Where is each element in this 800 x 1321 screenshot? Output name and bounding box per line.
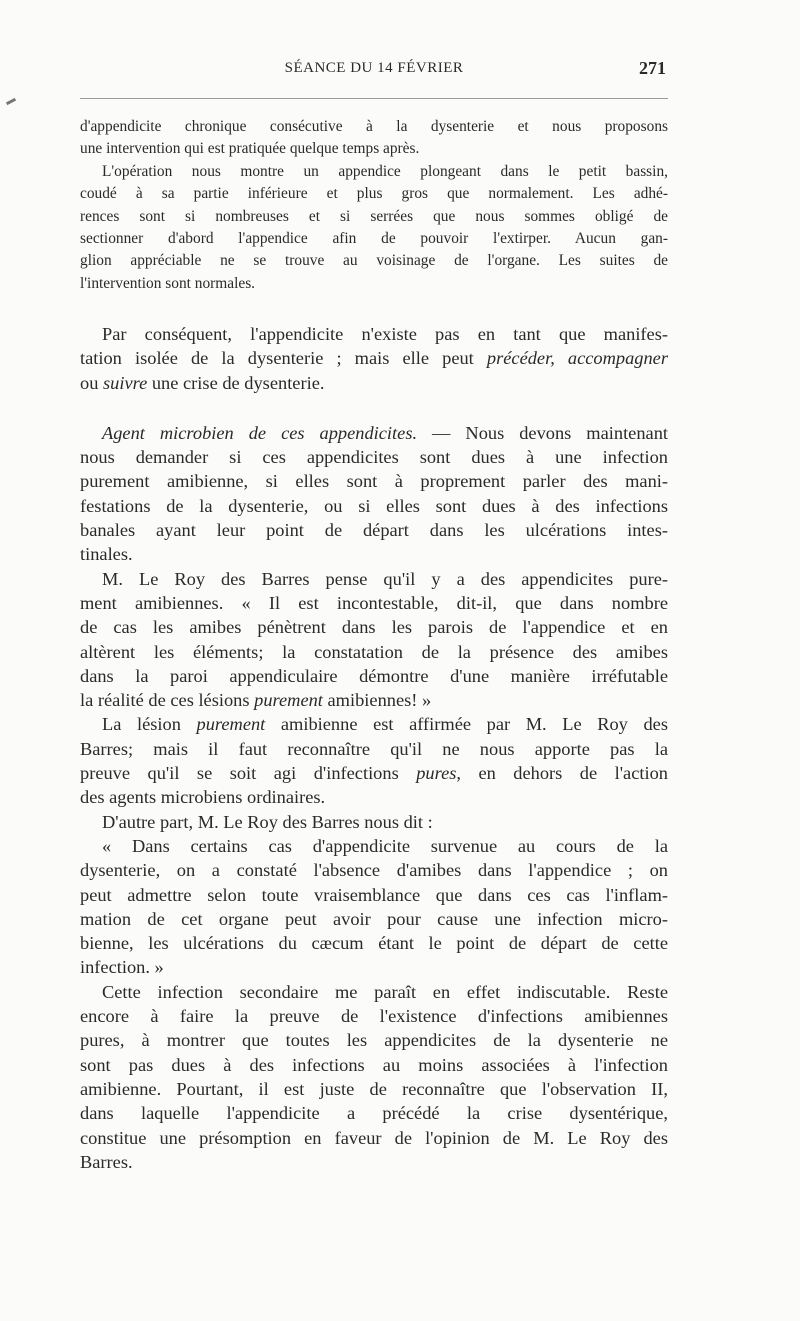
text-line bbox=[80, 931, 668, 955]
paragraph-gap bbox=[80, 395, 668, 421]
text-run: ment amibiennes. « Il est incontestable, dit-il, que dans nombre bbox=[80, 592, 668, 613]
italic-text: purement bbox=[196, 714, 266, 735]
text-line bbox=[80, 1004, 668, 1028]
text-run: preuve qu'il se soit agi d'infections bbox=[80, 763, 417, 784]
text-line bbox=[80, 250, 668, 272]
margin-mark bbox=[6, 98, 16, 105]
text-line bbox=[80, 183, 668, 205]
text-line bbox=[80, 1150, 668, 1174]
text-run: Par conséquent, l'appendicite n'existe pas en tant que manifes- bbox=[102, 324, 668, 344]
text-line bbox=[80, 346, 668, 370]
italic-text: pures bbox=[416, 763, 457, 784]
text-line bbox=[80, 664, 668, 688]
page-number: 271 bbox=[639, 58, 666, 78]
text-run: l'intervention sont normales. bbox=[80, 274, 256, 292]
paragraph bbox=[80, 834, 668, 980]
text-line bbox=[80, 421, 668, 445]
text-run: altèrent les éléments; la constatation de la présence des amibes bbox=[80, 641, 668, 662]
text-line bbox=[80, 1077, 668, 1101]
italic-text: précéder, accompagner bbox=[486, 348, 668, 369]
text-run: sectionner d'abord l'appendice afin de pouvoir l'extirper. Aucun gan- bbox=[80, 230, 668, 248]
text-line bbox=[80, 883, 668, 907]
text-run: d'appendicite chronique consécutive à la dysenterie et nous proposons bbox=[80, 118, 668, 135]
text-line bbox=[80, 371, 668, 395]
text-run: amibiennes! » bbox=[322, 690, 432, 711]
text-run: Barres; mais il faut reconnaître qu'il ne nous apporte pas la bbox=[80, 738, 668, 759]
paragraph bbox=[80, 980, 668, 1174]
text-run: des agents microbiens ordinaires. bbox=[80, 787, 326, 808]
text-line bbox=[80, 761, 668, 785]
text-run: de cas les amibes pénètrent dans les parois de l'appendice et en bbox=[80, 617, 668, 638]
paragraph bbox=[80, 567, 668, 713]
text-line bbox=[80, 640, 668, 664]
paragraph bbox=[80, 161, 668, 295]
text-run: pures, à montrer que toutes les appendicites de la dysenterie ne bbox=[80, 1030, 668, 1051]
text-line bbox=[80, 1028, 668, 1052]
paragraph bbox=[80, 810, 668, 834]
text-run: une intervention qui est pratiquée quelque temps après. bbox=[80, 140, 420, 158]
running-header bbox=[80, 58, 668, 82]
text-line bbox=[80, 518, 668, 542]
text-run: , en dehors de l'action bbox=[456, 763, 668, 784]
text-run: Barres. bbox=[80, 1151, 133, 1172]
text-line bbox=[80, 858, 668, 882]
paragraph bbox=[80, 322, 668, 395]
text-run: D'autre part, M. Le Roy des Barres nous dit : bbox=[102, 811, 433, 832]
text-run: sont pas dues à des infections au moins associées à l'infection bbox=[80, 1054, 668, 1075]
text-run: une crise de dysenterie. bbox=[147, 372, 325, 393]
text-run: la réalité de ces lésions bbox=[80, 690, 255, 711]
text-run: glion appréciable ne se trouve au voisinage de l'organe. Les suites de bbox=[80, 252, 668, 270]
text-line bbox=[80, 785, 668, 809]
header-rule bbox=[80, 98, 668, 99]
text-run: tation isolée de la dysenterie ; mais elle peut bbox=[80, 348, 487, 369]
text-run: ou bbox=[80, 372, 103, 393]
paragraph bbox=[80, 421, 668, 567]
text-line bbox=[80, 615, 668, 639]
text-line bbox=[80, 228, 668, 250]
text-line bbox=[80, 445, 668, 469]
text-run: « Dans certains cas d'appendicite survenue au cours de la bbox=[102, 835, 668, 856]
text-line bbox=[80, 688, 668, 712]
text-run: nous demander si ces appendicites sont dues à une infection bbox=[80, 447, 668, 468]
text-line bbox=[80, 116, 668, 138]
text-run: rences sont si nombreuses et si serrées que nous sommes obligé de bbox=[80, 207, 668, 225]
text-run: mation de cet organe peut avoir pour cause une infection micro- bbox=[80, 908, 668, 929]
paragraph bbox=[80, 712, 668, 809]
text-run: M. Le Roy des Barres pense qu'il y a des appendicites pure- bbox=[102, 568, 668, 589]
text-line bbox=[80, 322, 668, 346]
text-run: coudé à sa partie inférieure et plus gros que normalement. Les adhé- bbox=[80, 185, 668, 203]
text-run: banales ayant leur point de départ dans les ulcérations intes- bbox=[80, 520, 668, 541]
text-line bbox=[80, 161, 668, 183]
text-run: dans la paroi appendiculaire démontre d'une manière irréfutable bbox=[80, 665, 668, 686]
text-run: Cette infection secondaire me paraît en effet indiscutable. Reste bbox=[102, 981, 668, 1002]
text-line bbox=[80, 469, 668, 493]
text-run: encore à faire la preuve de l'existence d'infections amibiennes bbox=[80, 1006, 668, 1027]
text-run: dans laquelle l'appendicite a précédé la crise dysentérique, bbox=[80, 1103, 668, 1124]
running-header-title: SÉANCE DU 14 FÉVRIER bbox=[284, 60, 464, 76]
text-line bbox=[80, 1053, 668, 1077]
text-run: amibienne est affirmée par M. Le Roy des bbox=[265, 714, 668, 735]
text-line bbox=[80, 206, 668, 228]
text-line bbox=[80, 1101, 668, 1125]
italic-text: purement bbox=[254, 690, 323, 711]
text-line bbox=[80, 567, 668, 591]
body-text-small bbox=[80, 116, 668, 295]
text-run: bienne, les ulcérations du cæcum étant le point de départ de cette bbox=[80, 933, 668, 954]
text-line bbox=[80, 1126, 668, 1150]
text-line bbox=[80, 591, 668, 615]
italic-text: suivre bbox=[103, 372, 148, 393]
text-run: La lésion bbox=[102, 714, 197, 735]
text-run: amibienne. Pourtant, il est juste de reconnaître que l'observation II, bbox=[80, 1078, 668, 1099]
text-run: L'opération nous montre un appendice plongeant dans le petit bassin, bbox=[102, 162, 668, 180]
text-run: tinales. bbox=[80, 544, 133, 565]
text-line bbox=[80, 810, 668, 834]
text-run: purement amibienne, si elles sont à proprement parler des mani- bbox=[80, 471, 668, 492]
text-line bbox=[80, 907, 668, 931]
text-line bbox=[80, 494, 668, 518]
text-line bbox=[80, 737, 668, 761]
text-run: dysenterie, on a constaté l'absence d'amibes dans l'appendice ; on bbox=[80, 860, 668, 881]
text-run: peut admettre selon toute vraisemblance que dans ces cas l'inflam- bbox=[80, 884, 668, 905]
text-line bbox=[80, 955, 668, 979]
text-line bbox=[80, 834, 668, 858]
text-line bbox=[80, 138, 668, 160]
text-line bbox=[80, 542, 668, 566]
text-line bbox=[80, 273, 668, 295]
text-line bbox=[80, 980, 668, 1004]
italic-text: Agent microbien de ces appendicites. bbox=[102, 422, 418, 443]
text-line bbox=[80, 712, 668, 736]
body-text-large bbox=[80, 322, 668, 1174]
text-run: festations de la dysenterie, ou si elles sont dues à des infections bbox=[80, 495, 668, 516]
paragraph bbox=[80, 116, 668, 161]
text-run: constitue une présomption en faveur de l'opinion de M. Le Roy des bbox=[80, 1127, 668, 1148]
text-run: — Nous devons maintenant bbox=[417, 422, 669, 443]
text-run: infection. » bbox=[80, 957, 164, 978]
